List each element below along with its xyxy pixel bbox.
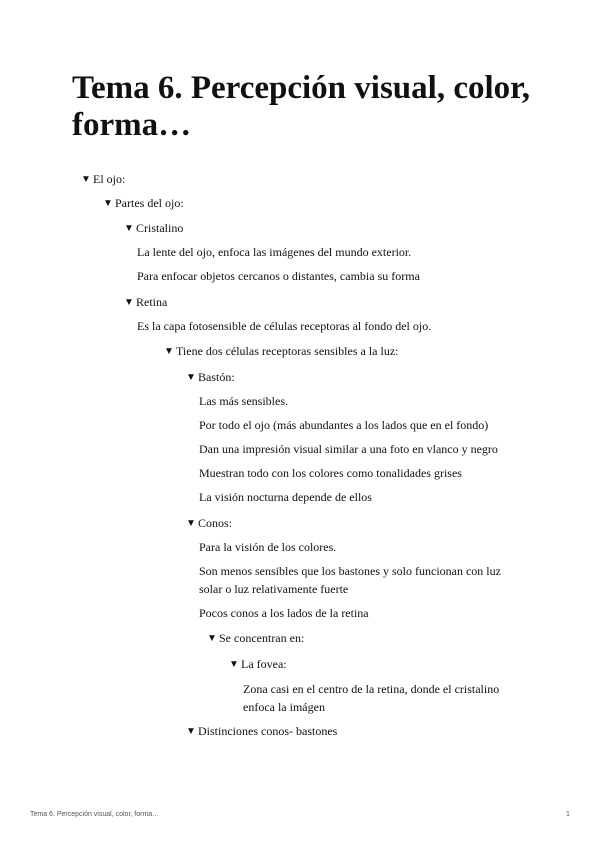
toggle-label: Partes del ojo: <box>115 196 184 210</box>
page-number: 1 <box>566 811 570 818</box>
toggle-label: Tiene dos células receptoras sensibles a la luz: <box>176 344 399 358</box>
page-title: Tema 6. Percepción visual, color, forma… <box>72 70 531 143</box>
list-item: Muestran todo con los colores como tonalidades grises <box>199 466 462 480</box>
toggle-partes-del-ojo[interactable] <box>103 196 184 211</box>
list-item: Son menos sensibles que los bastones y solo funcionan con luz solar o luz relativamente fuerte <box>199 564 501 596</box>
triangle-down-icon[interactable]: ▼ <box>186 372 196 383</box>
toggle-label: Retina <box>136 295 168 309</box>
toggle-conos[interactable] <box>186 516 232 531</box>
toggle-label: Se concentran en: <box>219 631 305 645</box>
toggle-el-ojo[interactable] <box>81 172 125 187</box>
triangle-down-icon[interactable]: ▼ <box>186 726 196 737</box>
paragraph: Zona casi en el centro de la retina, donde el cristalino enfoca la imágen <box>243 682 500 714</box>
toggle-cristalino[interactable] <box>124 221 183 236</box>
list-item: Para la visión de los colores. <box>199 540 337 554</box>
toggle-fovea[interactable] <box>229 657 287 672</box>
triangle-down-icon[interactable]: ▼ <box>124 223 134 234</box>
toggle-label: Distinciones conos- bastones <box>198 724 338 738</box>
toggle-celulas-receptoras[interactable] <box>164 344 399 359</box>
paragraph: Es la capa fotosensible de células receptoras al fondo del ojo. <box>137 319 432 333</box>
toggle-label: La fovea: <box>241 657 287 671</box>
list-item: Dan una impresión visual similar a una foto en vlanco y negro <box>199 442 498 456</box>
paragraph: La lente del ojo, enfoca las imágenes del mundo exterior. <box>137 245 412 259</box>
toggle-label: Conos: <box>198 516 233 530</box>
list-item: La visión nocturna depende de ellos <box>199 490 372 504</box>
triangle-down-icon[interactable]: ▼ <box>81 174 91 185</box>
footer-title: Tema 6. Percepción visual, color, forma… <box>30 811 160 818</box>
triangle-down-icon[interactable]: ▼ <box>164 346 174 357</box>
toggle-label: El ojo: <box>93 172 126 186</box>
triangle-down-icon[interactable]: ▼ <box>229 659 239 670</box>
list-item: Pocos conos a los lados de la retina <box>199 606 369 620</box>
triangle-down-icon[interactable]: ▼ <box>103 198 113 209</box>
triangle-down-icon[interactable]: ▼ <box>207 633 217 644</box>
list-item: Por todo el ojo (más abundantes a los lados que en el fondo) <box>199 418 489 432</box>
toggle-distinciones[interactable] <box>186 724 337 739</box>
toggle-baston[interactable] <box>186 370 235 385</box>
list-item: Las más sensibles. <box>199 394 288 408</box>
toggle-se-concentran[interactable] <box>207 631 304 646</box>
toggle-label: Bastón: <box>198 370 235 384</box>
paragraph: Para enfocar objetos cercanos o distantes, cambia su forma <box>137 269 420 283</box>
toggle-retina[interactable] <box>124 295 167 310</box>
triangle-down-icon[interactable]: ▼ <box>186 518 196 529</box>
toggle-label: Cristalino <box>136 221 184 235</box>
triangle-down-icon[interactable]: ▼ <box>124 297 134 308</box>
